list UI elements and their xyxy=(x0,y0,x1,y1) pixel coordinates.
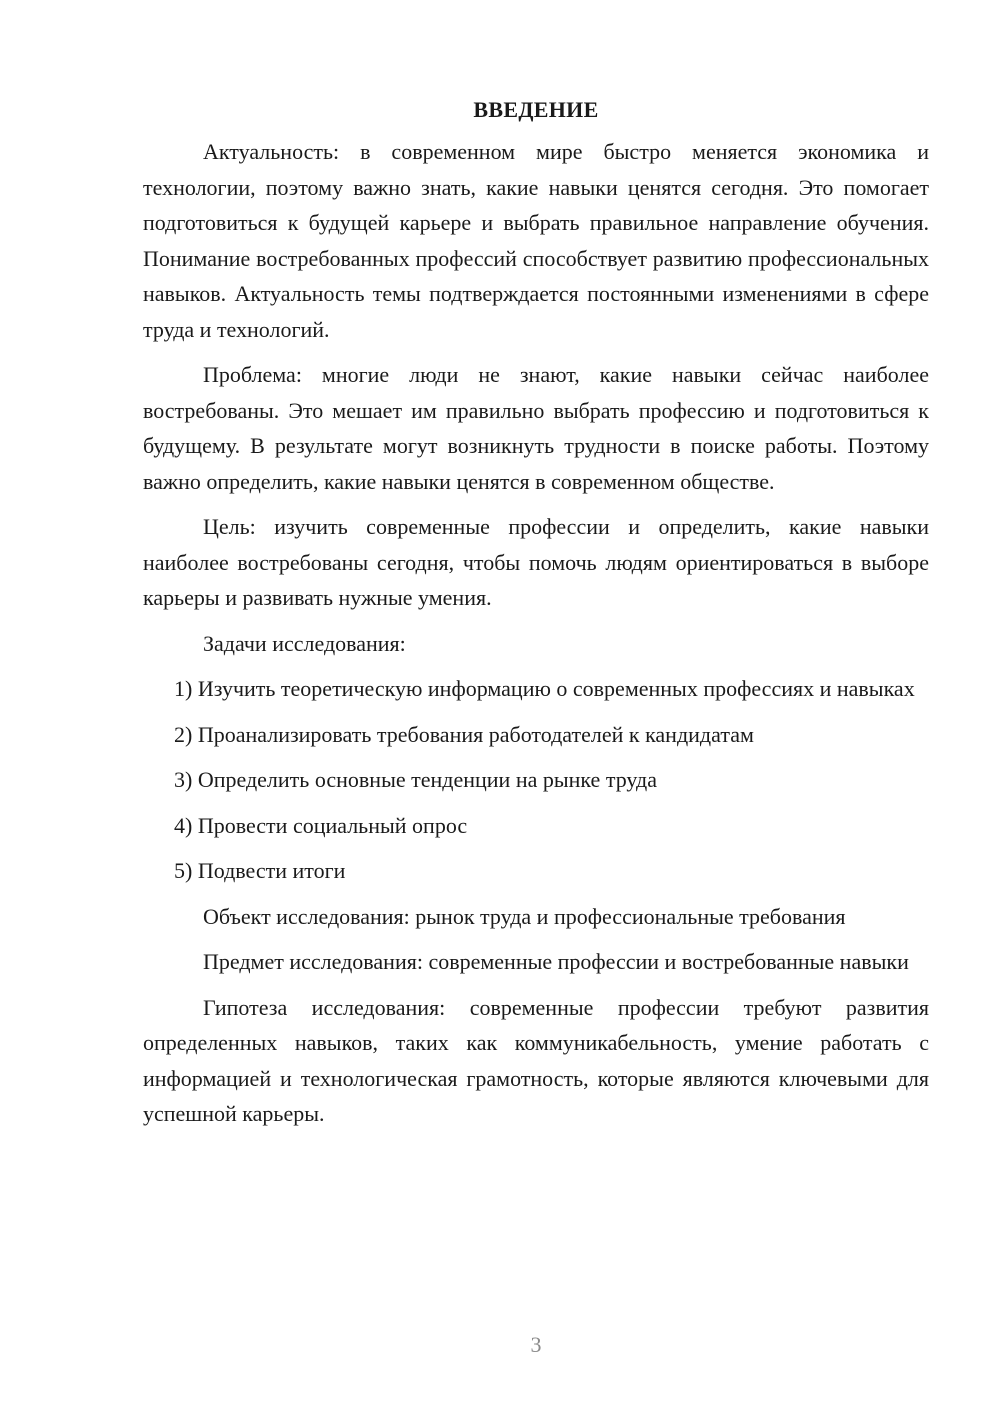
task-item: 2) Проанализировать требования работодателей к кандидатам xyxy=(174,721,754,747)
relevance-paragraph: Актуальность: в современном мире быстро меняется экономика и технологии, поэтому важно знать, какие навыки ценятся сегодня. Это помогает подготовиться к будущей карьере и выбрать правильное направление обучения. Понимание востребованных профессий способствует развитию профессиональных навыков. Актуальность темы подтверждается постоянными изменениями в сфере труда и технологий. xyxy=(143,139,929,342)
page-number: 3 xyxy=(530,1332,542,1357)
hypothesis-paragraph: Гипотеза исследования: современные профессии требуют развития определенных навыков, таких как коммуникабельность, умение работать с информацией и технологическая грамотность, которые являются ключевыми для успешной карьеры. xyxy=(143,994,929,1126)
document-page xyxy=(143,92,929,1142)
tasks-list xyxy=(143,671,929,889)
task-item: 5) Подвести итоги xyxy=(174,858,346,883)
task-item: 3) Определить основные тенденции на рынке труда xyxy=(174,767,657,792)
subject-paragraph: Предмет исследования: современные профессии и востребованные навыки xyxy=(203,949,909,974)
tasks-title: Задачи исследования: xyxy=(203,630,406,656)
problem-paragraph: Проблема: многие люди не знают, какие навыки сейчас наиболее востребованы. Это мешает им правильно выбрать профессию и подготовиться к будущему. В результате могут возникнуть трудности в поиске работы. Поэтому важно определить, какие навыки ценятся в современном обществе. xyxy=(143,362,929,494)
section-heading: ВВЕДЕНИЕ xyxy=(473,97,599,122)
object-paragraph: Объект исследования: рынок труда и профессиональные требования xyxy=(203,903,846,929)
task-item: 1) Изучить теоретическую информацию о современных профессиях и навыках xyxy=(174,676,915,701)
task-item: 4) Провести социальный опрос xyxy=(174,812,468,838)
goal-paragraph: Цель: изучить современные профессии и определить, какие навыки наиболее востребованы сегодня, чтобы помочь людям ориентироваться в выборе карьеры и развивать нужные умения. xyxy=(143,514,929,610)
